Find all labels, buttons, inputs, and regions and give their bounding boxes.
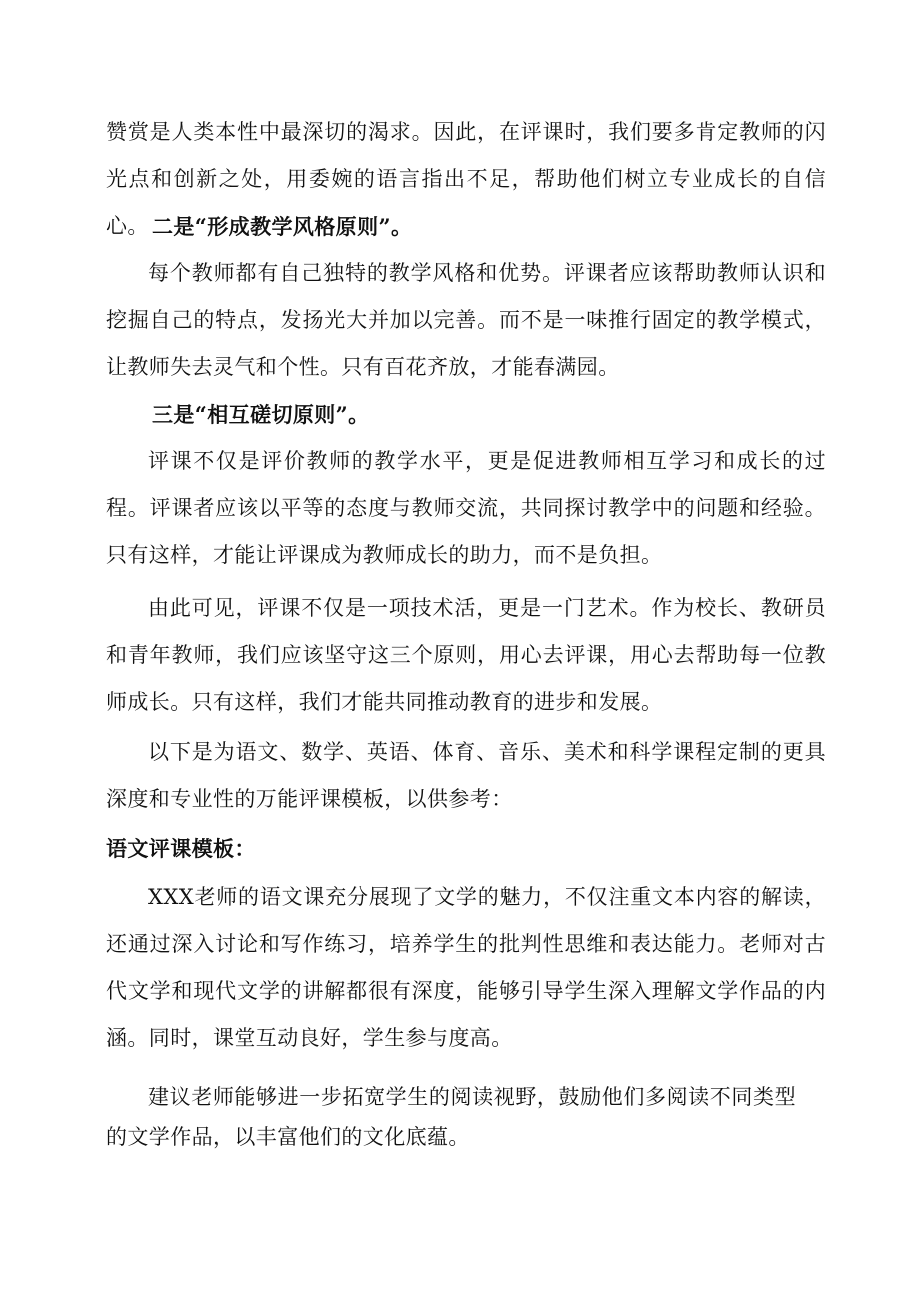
paragraph-teaching-style: 每个教师都有自己独特的教学风格和优势。评课者应该帮助教师认识和挖掘自己的特点，发扬光大并加以完善。而不是一味推行固定的教学模式，让教师失去灵气和个性。只有百花齐放，才能春满园。 — [106, 261, 826, 379]
paragraph-chinese-suggestion: 建议老师能够进一步拓宽学生的阅读视野，鼓励他们多阅读不同类型的文学作品，以丰富他们的文化底蕴。 — [106, 1085, 796, 1149]
paragraph-praise: 赞赏是人类本性中最深切的渴求。因此，在评课时，我们要多肯定教师的闪光点和创新之处，用委婉的语言指出不足，帮助他们树立专业成长的自信心。 — [106, 120, 826, 238]
heading-teaching-style: 二是“形成教学风格原则”。 — [152, 214, 413, 239]
heading-mutual-discussion: 三是“相互磋切原则”。 — [152, 402, 370, 427]
paragraph-mutual-discussion: 评课不仅是评价教师的教学水平，更是促进教师相互学习和成长的过程。评课者应该以平等的态度与教师交流，共同探讨教学中的问题和经验。只有这样，才能让评课成为教师成长的助力，而不是负担。 — [106, 449, 826, 567]
paragraph-conclusion: 由此可见，评课不仅是一项技术活，更是一门艺术。作为校长、教研员和青年教师，我们应该坚守这三个原则，用心去评课，用心去帮助每一位教师成长。只有这样，我们才能共同推动教育的进步和发展。 — [106, 596, 826, 714]
heading-chinese-template: 语文评课模板： — [106, 836, 256, 861]
paragraph-chinese-evaluation: XXX老师的语文课充分展现了文学的魅力，不仅注重文本内容的解读，还通过深入讨论和写作练习，培养学生的批判性思维和表达能力。老师对古代文学和现代文学的讲解都很有深度，能够引导学生深入理解文学作品的内涵。同时，课堂互动良好，学生参与度高。 — [106, 885, 826, 1050]
paragraph-templates-intro: 以下是为语文、数学、英语、体育、音乐、美术和科学课程定制的更具深度和专业性的万能评课模板，以供参考： — [106, 740, 826, 811]
